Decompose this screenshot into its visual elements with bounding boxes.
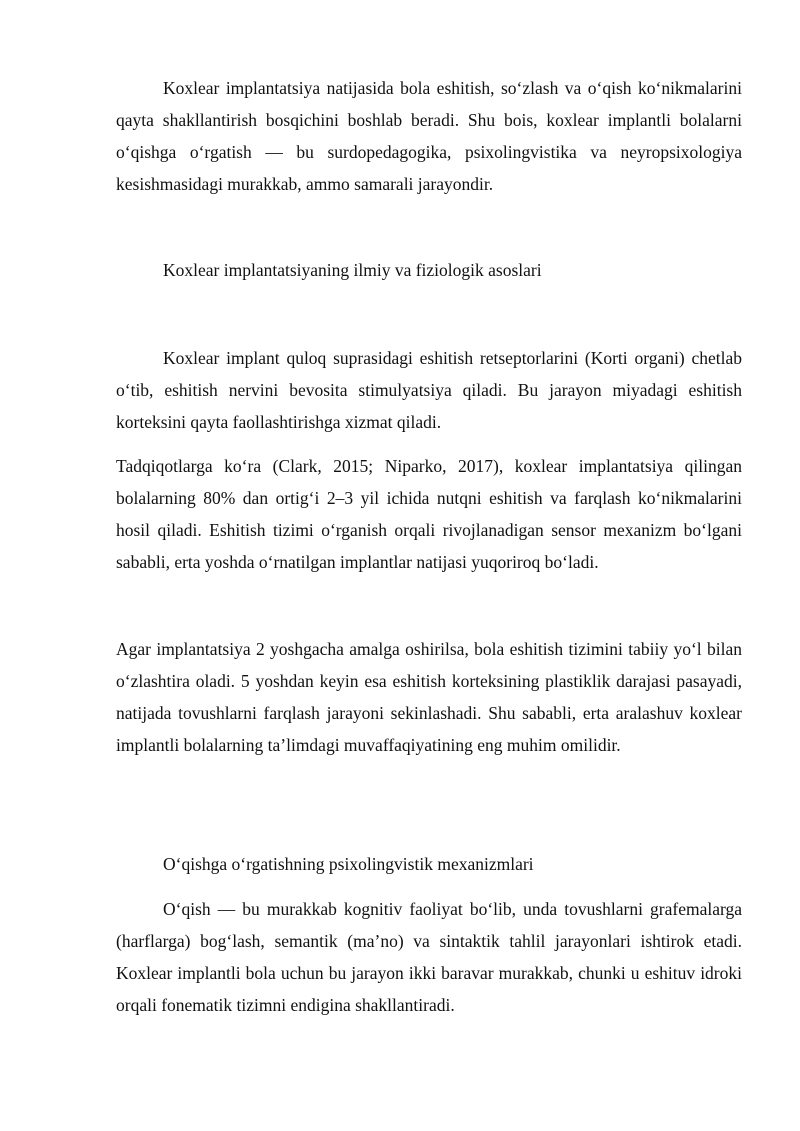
- paragraph-implant-mechanism: Koxlear implant quloq suprasidagi eshitish retseptorlarini (Korti organi) chetlab o‘tib, eshitish nervini bevosita stimulyatsiya qiladi. Bu jarayon miyadagi eshitish korteksini qayta faollashtirishga xizmat qiladi.: [116, 348, 742, 432]
- section-heading-psycholinguistic: O‘qishga o‘rgatishning psixolingvistik mexanizmlari: [163, 854, 534, 874]
- paragraph-reading-process: O‘qish — bu murakkab kognitiv faoliyat bo‘lib, unda tovushlarni grafemalarga (harflarga) bog‘lash, semantik (ma’no) va sintaktik tahlil jarayonlari ishtirok etadi. Koxlear implantli bola uchun bu jarayon ikki baravar murakkab, chunki u eshituv idroki orqali fonematik tizimni endigina shakllantiradi.: [116, 899, 742, 1015]
- paragraph-intro: Koxlear implantatsiya natijasida bola eshitish, so‘zlash va o‘qish ko‘nikmalarini qayta shakllantirish bosqichini boshlab beradi. Shu bois, koxlear implantli bolalarni o‘qishga o‘rgatish — bu surdopedagogika, psixolingvistika va neyropsixologiya kesishmasidagi murakkab, ammo samarali jarayondir.: [116, 78, 742, 194]
- section-heading-scientific-basis: Koxlear implantatsiyaning ilmiy va fiziologik asoslari: [163, 260, 542, 280]
- paragraph-early-intervention: Agar implantatsiya 2 yoshgacha amalga oshirilsa, bola eshitish tizimini tabiiy yo‘l bilan o‘zlashtira oladi. 5 yoshdan keyin esa eshitish korteksining plastiklik darajasi pasayadi, natijada tovushlarni farqlash jarayoni sekinlashadi. Shu sababli, erta aralashuv koxlear implantli bolalarning ta’limdagi muvaffaqiyatining eng muhim omilidir.: [116, 639, 742, 755]
- paragraph-research-findings: Tadqiqotlarga ko‘ra (Clark, 2015; Niparko, 2017), koxlear implantatsiya qilingan bolalarning 80% dan ortig‘i 2–3 yil ichida nutqni eshitish va farqlash ko‘nikmalarini hosil qiladi. Eshitish tizimi o‘rganish orqali rivojlanadigan sensor mexanizm bo‘lgani sababli, erta yoshda o‘rnatilgan implantlar natijasi yuqoriroq bo‘ladi.: [116, 456, 742, 572]
